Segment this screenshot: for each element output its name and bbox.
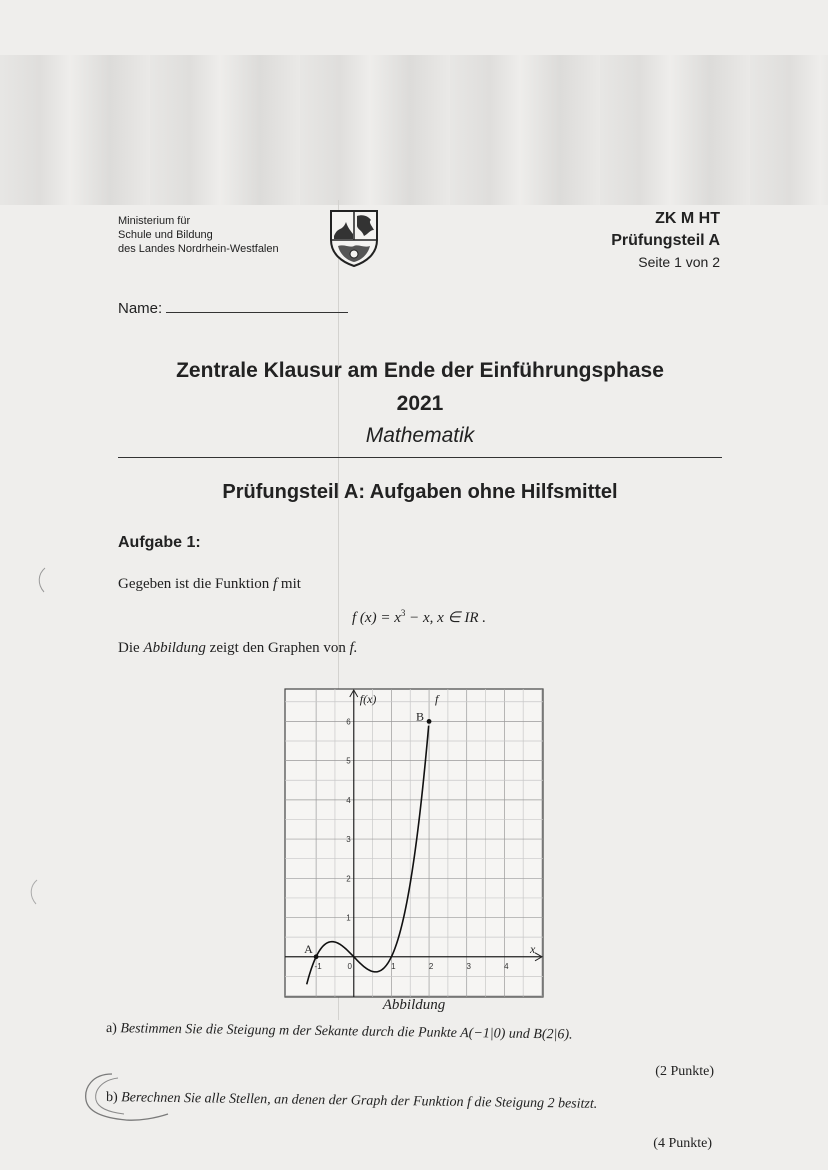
question-b [106, 1090, 598, 1113]
question-a-label: a) [105, 1021, 118, 1037]
exam-part: Prüfungsteil A [611, 232, 720, 249]
y-tick-label: 4 [346, 795, 351, 805]
margin-mark [34, 566, 48, 594]
ministry-block [118, 214, 279, 256]
point-b [427, 719, 432, 724]
page-number: Seite 1 von 2 [638, 254, 720, 270]
x-tick-label: 2 [428, 961, 434, 971]
part-title: Prüfungsteil A: Aufgaben ohne Hilfsmittel [222, 481, 618, 503]
x-tick-label: 1 [391, 961, 396, 971]
title-divider [118, 457, 722, 458]
exam-title: Zentrale Klausur am Ende der Einführungsphase [176, 359, 664, 382]
figure-intro-word: Abbildung [143, 640, 206, 656]
formula-rhs: − x, x ∈ IR . [405, 610, 487, 626]
nrw-coat-of-arms-icon [328, 208, 380, 268]
name-label: Name: [118, 300, 163, 317]
ministry-line: Schule und Bildung [118, 229, 213, 241]
y-axis-label: f(x) [359, 692, 377, 706]
exam-code: ZK M HT [655, 210, 720, 227]
margin-mark [26, 878, 40, 906]
y-tick-label: 5 [346, 756, 351, 766]
figure-intro-suffix: zeigt den Graphen von [209, 640, 346, 656]
x-tick-label: 4 [504, 961, 509, 971]
figure-caption: Abbildung [382, 997, 446, 1013]
y-tick-label: 1 [346, 913, 351, 923]
name-row [118, 300, 348, 317]
point-b-label: B [416, 709, 425, 724]
ministry-line: Ministerium für [118, 215, 191, 227]
figure-intro-fn: f. [349, 640, 358, 656]
task-intro-fn: f [272, 576, 278, 592]
y-tick-label: 6 [346, 717, 351, 727]
question-b-text: Berechnen Sie alle Stellen, an denen der Graph der Funktion f die Steigung 2 besitzt. [121, 1090, 598, 1112]
formula-exponent: 3 [400, 608, 406, 618]
curve-label: f [435, 692, 439, 706]
question-b-points: (4 Punkte) [653, 1136, 712, 1151]
exam-year: 2021 [396, 392, 444, 415]
y-tick-label: 2 [346, 874, 351, 884]
x-tick-label: 3 [466, 961, 471, 971]
figure-intro-prefix: Die [118, 640, 140, 656]
exam-subject: Mathematik [365, 424, 475, 447]
task-intro-suffix: mit [280, 576, 301, 592]
task-intro-prefix: Gegeben ist die Funktion [118, 576, 270, 592]
function-formula [352, 608, 486, 627]
point-a [314, 954, 319, 959]
task-intro [118, 576, 301, 593]
redacted-header-band [0, 55, 828, 205]
x-tick-label: -1 [314, 961, 322, 971]
ministry-line: des Landes Nordrhein-Westfalen [118, 243, 279, 255]
question-a [106, 1021, 573, 1044]
x-tick-label: 0 [347, 961, 352, 971]
graph-grid [285, 689, 543, 997]
formula-lhs: f (x) = x [352, 610, 401, 626]
function-graph [284, 688, 544, 998]
question-b-label: b) [105, 1090, 118, 1106]
question-a-points: (2 Punkte) [655, 1064, 714, 1079]
exam-id-block [611, 208, 720, 272]
y-tick-label: 3 [346, 835, 351, 845]
x-axis-label: x [530, 941, 536, 956]
point-a-label: A [304, 941, 313, 956]
question-a-text: Bestimmen Sie die Steigung m der Sekante durch die Punkte A(−1|0) und B(2|6). [120, 1021, 573, 1043]
figure-intro [118, 640, 358, 657]
task-title: Aufgabe 1: [118, 534, 201, 551]
name-line [166, 312, 348, 313]
